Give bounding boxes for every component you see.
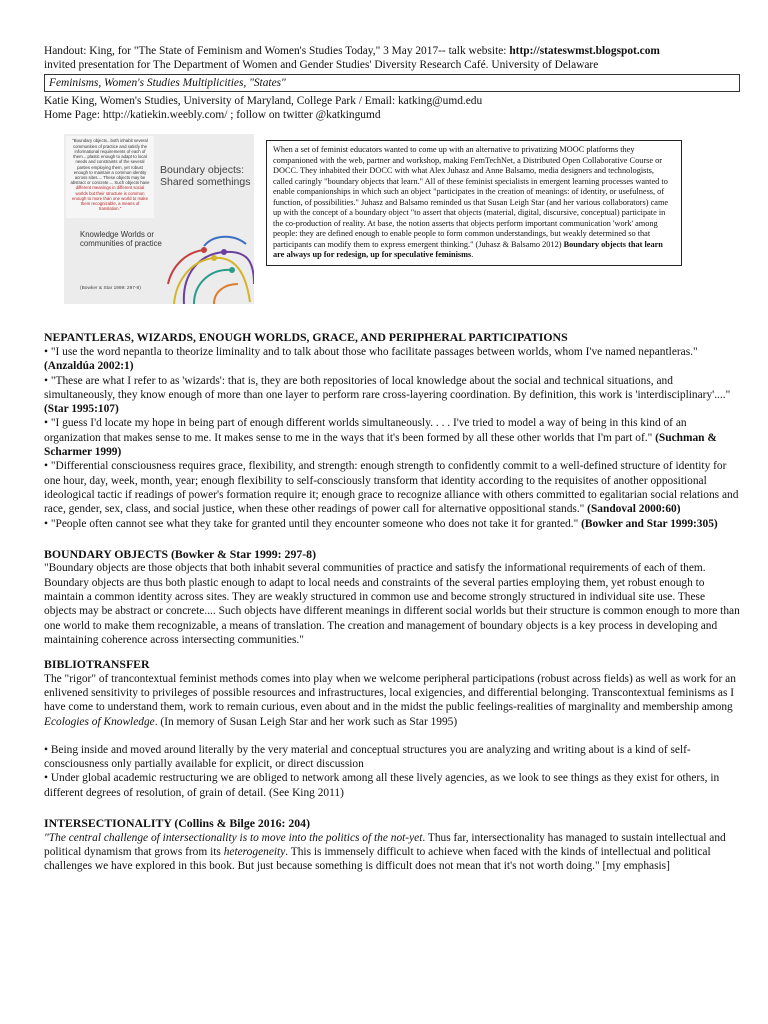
bullet-text: • "Differential consciousness requires grace, flexibility, and strength: enough strength to confidently commit to a well-defined structure of identity for one hour, day, week, month, year; enough flexibility to self-consciously transform that identity according to the requisites of another oppositional ideological tactic if readings of power's formation require it; enough grace to recognize alliance with others committed to egalitarian social relations and race, gender, sex, class, and social justice, when these other readings of power call for alternative oppositional stands."	[44, 460, 739, 516]
figure-communities-line: Knowledge Worlds or	[80, 230, 154, 240]
figure-quote-line: different meanings in different social	[75, 185, 145, 191]
figure-quote-line: informational requirements of each of	[74, 148, 146, 154]
handout-page	[44, 44, 740, 873]
bullet-text: • "I guess I'd locate my hope in being part of enough different worlds simultaneously. . . . I've tried to model a way of being in this kind of an organization that makes sense to me. It makes sense to me in the ways that it's been formed by all these other worlds that I'm part of."	[44, 417, 687, 444]
figure-quote	[68, 138, 152, 211]
figure-quote-line: parties employing them, yet robust	[77, 164, 143, 170]
circuit-node-2	[211, 255, 217, 261]
bullet-bowker	[44, 517, 740, 531]
bullet-citation: (Bowker and Star 1999:305)	[581, 517, 718, 530]
home-page-line: Home Page: http://katiekin.weebly.com/ ; follow on twitter @katkingumd	[44, 109, 381, 122]
bullet-citation: (Star 1995:107)	[44, 403, 119, 416]
quote-box-end: .	[471, 250, 474, 260]
circuit-node-3	[229, 267, 235, 273]
intersect-text: . Thus far, intersectionality has managed to sustain intellectual and political dynamism that grows from its	[44, 831, 726, 858]
figure-communities-line: communities of practice	[80, 239, 162, 249]
header-line-1	[44, 44, 740, 58]
talk-website-link[interactable]: http://stateswmst.blogspot.com	[509, 45, 660, 57]
femtechnet-quote-box	[266, 140, 682, 266]
section-heading-bibliotransfer: BIBLIOTRANSFER	[44, 657, 150, 672]
figure-quote-line: enough to maintain a common identity	[73, 169, 147, 175]
biblio-bullet-1: • Being inside and moved around literally by the very material and conceptual structures you are analyzing and writing about is a kind of self-consciousness only partially available for explicit, or direct discussion	[44, 743, 691, 771]
figure-quote-line: translation."	[98, 206, 122, 212]
figure-title-line: Shared somethings	[160, 176, 251, 189]
biblio-text: The "rigor" of trancontextual feminist methods comes into play when we welcome peripheral participations (robust across fields) as well as work for an enlivened sensitivity to privileges of possible resources and infrastructures, local exigencies, and differential belonging. Transcontextual feminisms as I have come to understand them, work to remain curious, even about and in the midst the public feelings-realities of marginality and membership among	[44, 672, 736, 714]
section-heading-intersectionality: INTERSECTIONALITY (Collins & Bilge 2016: 204)	[44, 816, 311, 830]
figure-row	[44, 132, 740, 322]
figure-citation: (Bowker & Star 1999: 297-8)	[80, 286, 141, 292]
figure-quote-line: "Boundary objects...both inhabit several	[72, 138, 148, 144]
paragraph-gap	[44, 729, 740, 743]
header-line-2: invited presentation for The Department of Women and Gender Studies' Diversity Research Café. University of Delaware	[44, 59, 599, 72]
quote-box-bold: Boundary objects that learn are always up for redesign, up for speculative feminisms	[273, 239, 663, 260]
bullet-text: • "I use the word nepantla to theorize liminality and to talk about those who facilitate passages between worlds, whom I've named nepantleras."	[44, 345, 698, 358]
intersect-text: . This is immensely difficult to achieve when faced with the kinds of intellectual and political challenges we have explored in this book. But just because something is difficult does not mean that it's not worth doing." [my emphasis]	[44, 845, 711, 873]
figure-communities-label	[80, 230, 180, 248]
circuit-node-4	[201, 247, 207, 253]
figure-title	[160, 164, 250, 188]
circuit-node-1	[221, 249, 227, 255]
intersect-emphasis: "The central challenge of intersectionality is to move into the politics of the not-yet	[44, 831, 423, 844]
figure-quote-line: across sites.... These objects may be	[74, 174, 146, 180]
boundary-objects-quote: "Boundary objects are those objects that both inhabit several communities of practice and satisfy the informational requirements of each of them. Boundary objects are thus both plastic enough to adapt to local needs and constraints of the several parties employing them, yet robust enough to maintain a common identity across sites. They are weakly structured in common use and become strongly structured in individual site use. These objects may be abstract or concrete.... Such objects have different meanings in different social worlds but their structure is common enough to more than one world to make them recognizable, a means of translation. The creation and management of boundary objects is a key process in developing and maintaining coherence across intersecting communities."	[44, 562, 740, 646]
quote-box-text: When a set of feminist educators wanted to come up with an alternative to privatizing MOOC platforms they companioned with the web, partner and workshop, making FemTechNet, a Distributed Open Collaborative Course or DOCC. They inhabited their DOCC with what Alex Juhasz and Anne Balsamo, media designers and technologists, called caringly "boundary objects that learn." All of these feminist specialists in emergent learning processes wanted to enable companionships in which such an object "participates in the creation of meanings: of identity, or usefulness, of function, of possibilities." Juhasz and Balsamo reminded us that Susan Leigh Star (and her various collaborators) came up with the concept of a boundary object "to assert that objects (material, digital, discursive, conceptual) participate in the co-production of reality. At base, the notion asserts that objects perform important communication 'work' among people: they are defined enough to enable people to form common understandings, but weakly determined so that participants can modify them to express emergent thinking." (Juhasz & Balsamo 2012)	[273, 145, 669, 249]
bullet-star	[44, 374, 740, 417]
author-line: Katie King, Women's Studies, University of Maryland, College Park / Email: katking@umd.edu	[44, 94, 483, 107]
bullet-sandoval	[44, 459, 740, 516]
subtitle-box: Feminisms, Women's Studies Multiplicities, "States"	[44, 74, 740, 92]
figure-quote-line: enough to more than one world to make	[72, 195, 148, 201]
figure-title-line: Boundary objects:	[160, 164, 245, 177]
figure-quote-line: worlds but their structure is common	[75, 190, 145, 196]
header-event: Handout: King, for "The State of Feminism and Women's Studies Today," 3 May 2017-- talk website:	[44, 45, 510, 57]
bullet-citation: (Anzaldúa 2002:1)	[44, 360, 134, 373]
biblio-text: . (In memory of Susan Leigh Star and her work such as Star 1995)	[154, 715, 458, 728]
bullet-text: • "These are what I refer to as 'wizards': that is, they are both repositories of local knowledge about the social and technical situations, and simultaneously, they know enough of more than one layer to perform rare cross-layering coordination. By definition, this work is 'interdisciplinary'...."	[44, 374, 731, 401]
biblio-emphasis: Ecologies of Knowledge	[44, 715, 155, 728]
bullet-citation: (Sandoval 2000:60)	[587, 503, 681, 516]
biblio-bullet-2: • Under global academic restructuring we are obliged to network among all these lively agencies, as we look to see things as they exist for others, in different degrees of resolution, of grain of detail. (See King 2011)	[44, 772, 720, 799]
bullet-anzaldua	[44, 345, 740, 374]
figure-quote-line: abstract or concrete.... Such objects have	[70, 180, 150, 186]
section-heading-boundary-objects: BOUNDARY OBJECTS (Bowker & Star 1999: 297-8)	[44, 546, 317, 561]
intersectionality-quote	[44, 831, 740, 874]
bullet-text: • "People often cannot see what they take for granted until they encounter someone who does not take it for granted."	[44, 517, 582, 530]
figure-quote-line: them....plastic enough to adapt to local	[73, 154, 147, 160]
section-heading-nepantleras: NEPANTLERAS, WIZARDS, ENOUGH WORLDS, GRACE, AND PERIPHERAL PARTICIPATIONS	[44, 330, 568, 345]
intersect-emphasis: heterogeneity	[223, 845, 286, 858]
figure-quote-line: communities of practice and satisfy the	[72, 143, 148, 149]
bullet-citation: (Suchman & Scharmer 1999)	[44, 431, 717, 459]
figure-quote-line: needs and constraints of the several	[75, 159, 145, 165]
bibliotransfer-paragraph	[44, 672, 740, 729]
figure-quote-line: them recognizable, a means of	[80, 200, 140, 206]
bullet-suchman	[44, 416, 740, 459]
boundary-objects-figure	[64, 134, 254, 304]
